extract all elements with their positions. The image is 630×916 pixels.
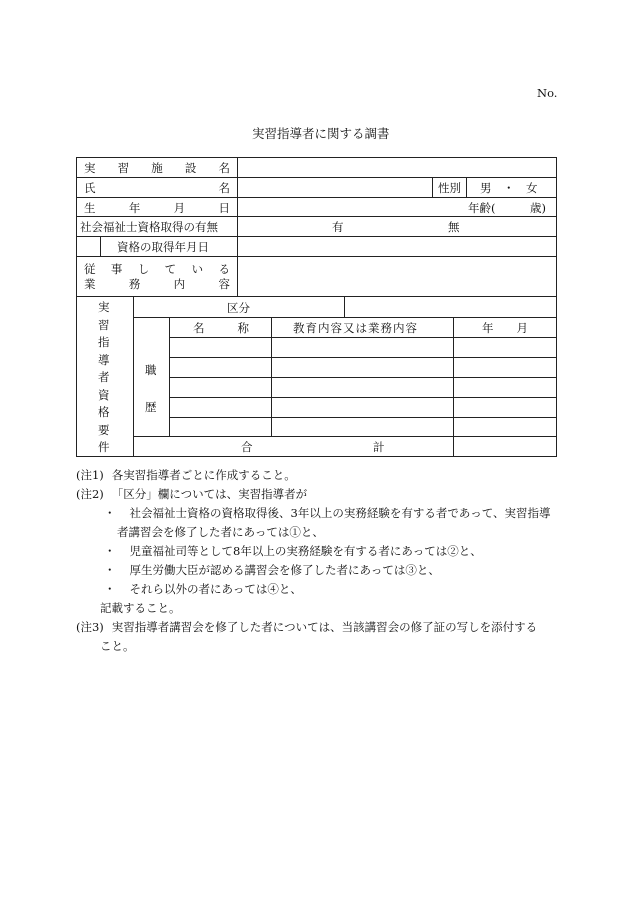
- facility-name-label: 実 習 施 設 名: [84, 161, 230, 175]
- notes-section: [76, 466, 556, 656]
- work-content-label-line1: 従 事 し て い る: [84, 262, 230, 276]
- note-2-bullet-2: ・ 児童福祉司等として8年以上の実務経験を有する者にあっては②と、: [104, 544, 482, 558]
- note-2-bullet-1-cont: 者講習会を修了した者にあっては①と、: [117, 525, 324, 539]
- note-2-bullet-1: ・ 社会福祉士資格の資格取得後、3年以上の実務経験を有する者であって、実習指導: [104, 506, 551, 520]
- qualification-yes: 有: [332, 220, 344, 234]
- total-label-left: 合: [241, 440, 253, 454]
- column-name-header: 名 称: [193, 321, 249, 335]
- birth-date-label: 生 年 月 日: [84, 201, 230, 215]
- qualification-no: 無: [448, 220, 460, 234]
- name-label: 氏 名: [84, 181, 230, 195]
- page-title: 実習指導者に関する調書: [252, 126, 390, 141]
- note-2-bullet-3: ・ 厚生労働大臣が認める講習会を修了した者にあっては③と、: [104, 563, 440, 577]
- column-content-header: 教育内容又は業務内容: [293, 321, 418, 335]
- category-label: 区分: [227, 301, 250, 315]
- note-3: (注3) 実習指導者講習会を修了した者については、当該講習会の修了証の写しを添付する: [76, 620, 538, 634]
- work-content-label-line2: 業 務 内 容: [84, 277, 230, 291]
- qualification-date-label: 資格の取得年月日: [117, 240, 209, 254]
- qualification-label: 社会福祉士資格取得の有無: [80, 220, 218, 234]
- total-label-right: 計: [373, 440, 385, 454]
- note-2-end: 記載すること。: [100, 601, 181, 615]
- career-label-1: 職: [145, 363, 157, 377]
- note-2: (注2) 「区分」欄については、実習指導者が: [76, 487, 308, 501]
- age-label: 年齢( 歳): [468, 201, 546, 215]
- gender-label: 性別: [438, 181, 461, 195]
- gender-options: 男 ・ 女: [480, 181, 538, 195]
- career-label-2: 歴: [145, 400, 157, 414]
- column-date-header: 年 月: [482, 321, 528, 335]
- requirements-vertical-label: 実 習 指 導 者 資 格 要 件: [98, 300, 110, 454]
- note-1: (注1) 各実習指導者ごとに作成すること。: [76, 468, 296, 482]
- note-3-cont: こと。: [100, 639, 135, 653]
- note-2-bullet-4: ・ それら以外の者にあっては④と、: [104, 582, 302, 596]
- document-number: No.: [537, 86, 558, 100]
